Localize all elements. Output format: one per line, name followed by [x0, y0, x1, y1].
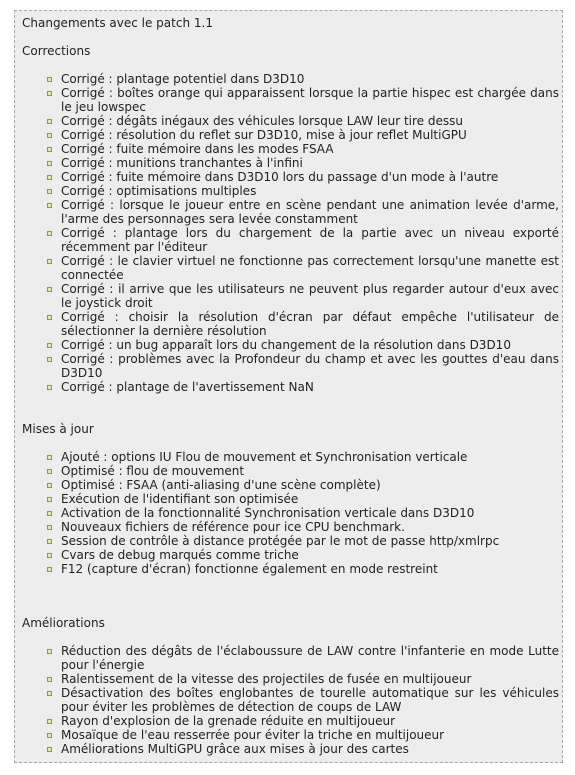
list-item: Désactivation des boîtes englobantes de tourelle automatique sur les véhicules pour éviter les problèmes de détection de coups de LAW	[22, 686, 559, 714]
section-updates	[22, 422, 559, 576]
list-item: Corrigé : dégâts inégaux des véhicules lorsque LAW leur tire dessu	[22, 114, 559, 128]
list-item: Ajouté : options IU Flou de mouvement et Synchronisation verticale	[22, 450, 559, 464]
list-item: Corrigé : résolution du reflet sur D3D10, mise à jour reflet MultiGPU	[22, 128, 559, 142]
list-item: Corrigé : il arrive que les utilisateurs ne peuvent plus regarder autour d'eux avec le joystick droit	[22, 282, 559, 310]
list-item: Rayon d'explosion de la grenade réduite en multijoueur	[22, 714, 559, 728]
list-item: Corrigé : boîtes orange qui apparaissent lorsque la partie hispec est chargée dans le jeu lowspec	[22, 86, 559, 114]
list-item: Améliorations MultiGPU grâce aux mises à jour des cartes	[22, 742, 559, 756]
list-item: Réduction des dégâts de l'éclaboussure de LAW contre l'infanterie en mode Lutte pour l'énergie	[22, 644, 559, 672]
section-heading: Corrections	[22, 44, 91, 58]
list-item: Corrigé : plantage lors du chargement de la partie avec un niveau exporté récemment par l'éditeur	[22, 226, 559, 254]
list-item: F12 (capture d'écran) fonctionne également en mode restreint	[22, 562, 559, 576]
list-item: Cvars de debug marqués comme triche	[22, 548, 559, 562]
list-item: Session de contrôle à distance protégée par le mot de passe http/xmlrpc	[22, 534, 559, 548]
list-item: Corrigé : plantage de l'avertissement NaN	[22, 380, 559, 394]
list-item: Mosaïque de l'eau resserrée pour éviter la triche en multijoueur	[22, 728, 559, 742]
patch-notes-box	[14, 10, 563, 763]
list-item: Exécution de l'identifiant son optimisée	[22, 492, 559, 506]
list-item: Corrigé : fuite mémoire dans les modes FSAA	[22, 142, 559, 156]
section-heading: Améliorations	[22, 616, 105, 630]
list-item: Corrigé : choisir la résolution d'écran par défaut empêche l'utilisateur de sélectionner la dernière résolution	[22, 310, 559, 338]
section-heading: Mises à jour	[22, 422, 94, 436]
list-item: Corrigé : un bug apparaît lors du changement de la résolution dans D3D10	[22, 338, 559, 352]
list-item: Activation de la fonctionnalité Synchronisation verticale dans D3D10	[22, 506, 559, 520]
item-list	[22, 72, 559, 394]
list-item: Corrigé : problèmes avec la Profondeur du champ et avec les gouttes d'eau dans D3D10	[22, 352, 559, 380]
list-item: Corrigé : lorsque le joueur entre en scène pendant une animation levée d'arme, l'arme des personnages sera levée constamment	[22, 198, 559, 226]
section-corrections	[22, 44, 559, 394]
list-item: Corrigé : optimisations multiples	[22, 184, 559, 198]
list-item: Optimisé : flou de mouvement	[22, 464, 559, 478]
section-improvements	[22, 616, 559, 756]
list-item: Ralentissement de la vitesse des projectiles de fusée en multijoueur	[22, 672, 559, 686]
page-title: Changements avec le patch 1.1	[22, 16, 213, 30]
list-item: Corrigé : le clavier virtuel ne fonctionne pas correctement lorsqu'une manette est connectée	[22, 254, 559, 282]
list-item: Nouveaux fichiers de référence pour ice CPU benchmark.	[22, 520, 559, 534]
list-item: Corrigé : fuite mémoire dans D3D10 lors du passage d'un mode à l'autre	[22, 170, 559, 184]
list-item: Corrigé : plantage potentiel dans D3D10	[22, 72, 559, 86]
list-item: Corrigé : munitions tranchantes à l'infini	[22, 156, 559, 170]
list-item: Optimisé : FSAA (anti-aliasing d'une scène complète)	[22, 478, 559, 492]
item-list	[22, 644, 559, 756]
item-list	[22, 450, 559, 576]
